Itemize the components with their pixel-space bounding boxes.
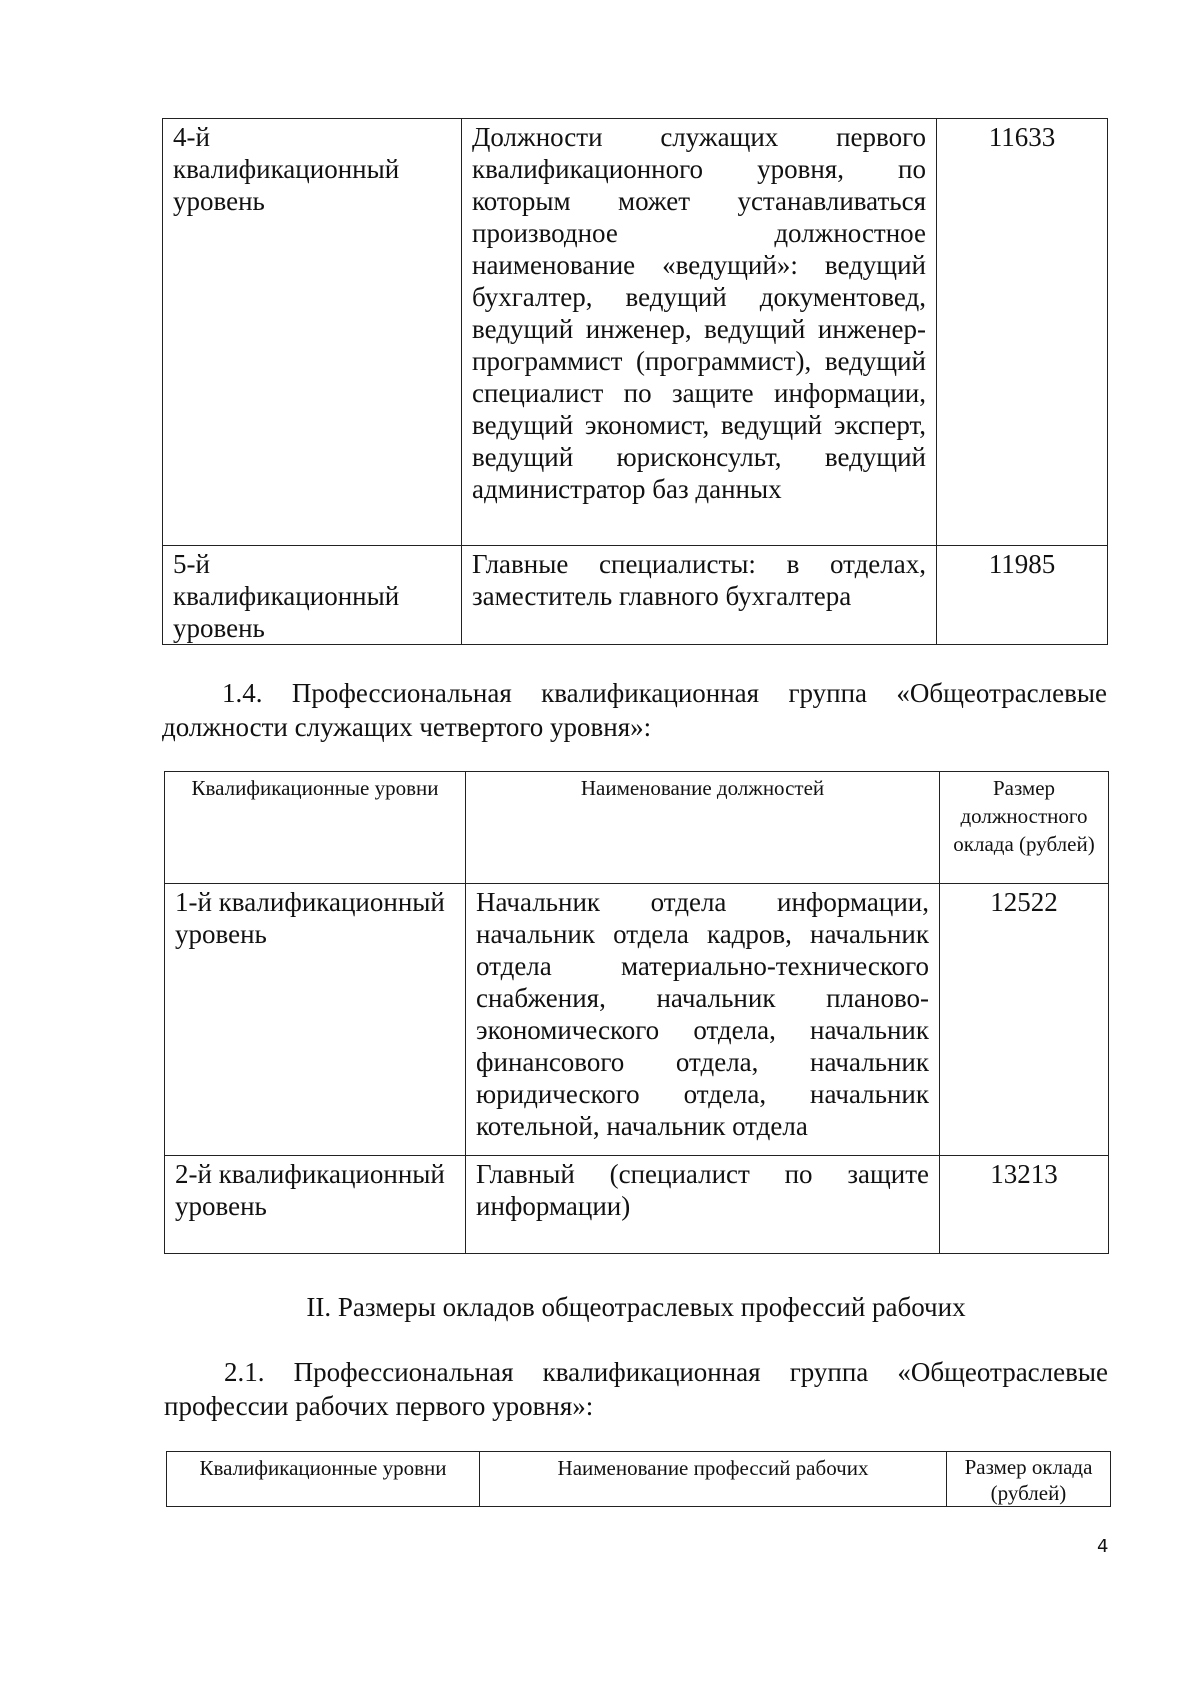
- header-qualification-levels: Квалификационные уровни: [165, 772, 466, 884]
- section-1-4-paragraph: 1.4. Профессиональная квалификационная группа «Общеотраслевые должности служащих четвертого уровня»:: [162, 678, 1107, 742]
- header-salary-size: Размер должностного оклада (рублей): [940, 772, 1109, 884]
- table-row: [163, 546, 1108, 645]
- table-header-row: [167, 1452, 1111, 1507]
- header-qualification-levels: Квалификационные уровни: [167, 1452, 480, 1507]
- qualification-level-cell: 2-й квалификационный уровень: [165, 1156, 466, 1254]
- section-2-title: II. Размеры окладов общеотраслевых профессий рабочих: [306, 1292, 966, 1322]
- page-number: 4: [1097, 1536, 1109, 1557]
- qualification-level-cell: 4-й квалификационный уровень: [163, 119, 462, 546]
- table-header-row: [165, 772, 1109, 884]
- salary-cell: 11985: [937, 546, 1108, 645]
- table-row: [165, 884, 1109, 1156]
- qualification-level-cell: 1-й квалификационный уровень: [165, 884, 466, 1156]
- positions-cell: Начальник отдела информации, начальник отдела кадров, начальник отдела материально-технического снабжения, начальник планово-экономического отдела, начальник финансового отдела, начальник юридического отдела, начальник котельной, начальник отдела: [466, 884, 940, 1156]
- qualification-level-cell: 5-й квалификационный уровень: [163, 546, 462, 645]
- table-row: [165, 1156, 1109, 1254]
- salary-cell: 12522: [940, 884, 1109, 1156]
- header-salary-size: Размер оклада (рублей): [947, 1452, 1111, 1507]
- salary-cell: 11633: [937, 119, 1108, 546]
- table-pkg-2-1: [166, 1451, 1111, 1507]
- positions-cell: Должности служащих первого квалификационного уровня, по которым может устанавливаться производное должностное наименование «ведущий»: ведущий бухгалтер, ведущий документовед, ведущий инженер, ведущий инженер-программист (программист), ведущий специалист по защите информации, ведущий экономист, ведущий эксперт, ведущий юрисконсульт, ведущий администратор баз данных: [462, 119, 937, 546]
- table-pkg-1-4: [164, 771, 1109, 1254]
- positions-cell: Главные специалисты: в отделах, заместитель главного бухгалтера: [462, 546, 937, 645]
- table-pkg-1-3-continuation: [162, 118, 1108, 645]
- positions-cell: Главный (специалист по защите информации): [466, 1156, 940, 1254]
- section-2-1-paragraph: 2.1. Профессиональная квалификационная группа «Общеотраслевые профессии рабочих первого уровня»:: [164, 1357, 1108, 1421]
- table-row: [163, 119, 1108, 546]
- header-position-names: Наименование должностей: [466, 772, 940, 884]
- salary-cell: 13213: [940, 1156, 1109, 1254]
- header-profession-names: Наименование профессий рабочих: [480, 1452, 947, 1507]
